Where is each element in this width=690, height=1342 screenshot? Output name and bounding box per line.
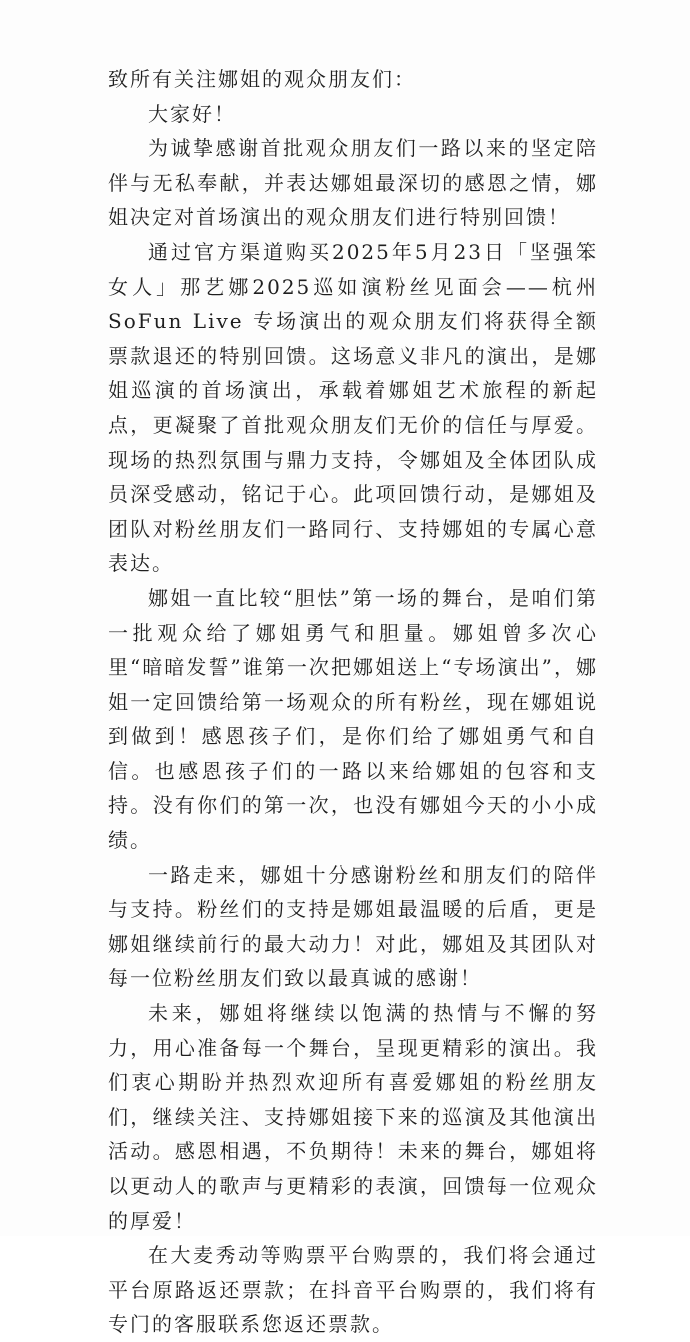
letter-greeting: 大家好！ bbox=[148, 101, 236, 126]
letter-paragraph: 一路走来，娜姐十分感谢粉丝和朋友们的陪伴与支持。粉丝们的支持是娜姐最温暖的后盾，更是娜姐继续前行的最大动力！对此，娜姐及其团队对每一位粉丝朋友们致以最真诚的感谢！ bbox=[108, 862, 598, 991]
letter-paragraph: 娜姐一直比较“胆怯”第一场的舞台，是咱们第一批观众给了娜姐勇气和胆量。娜姐曾多次心里“暗暗发誓”谁第一次把娜姐送上“专场演出”，娜姐一定回馈给第一场观众的所有粉丝，现在娜姐说到做到！感恩孩子们，是你们给了娜姐勇气和自信。也感恩孩子们的一路以来给娜姐的包容和支持。没有你们的第一次，也没有娜姐今天的小小成绩。 bbox=[108, 585, 598, 853]
letter-body bbox=[108, 62, 598, 1342]
letter-paragraph: 未来，娜姐将继续以饱满的热情与不懈的努力，用心准备每一个舞台，呈现更精彩的演出。我们衷心期盼并热烈欢迎所有喜爱娜姐的粉丝朋友们，继续关注、支持娜姐接下来的巡演及其他演出活动。感恩相遇，不负期待！未来的舞台，娜姐将以更动人的歌声与更精彩的表演，回馈每一位观众的厚爱！ bbox=[108, 1001, 598, 1233]
letter-paragraph: 在大麦秀动等购票平台购票的，我们将会通过平台原路返还票款；在抖音平台购票的，我们将有专门的客服联系您返还票款。 bbox=[108, 1243, 598, 1337]
letter-paragraph: 通过官方渠道购买2025年5月23日「坚强笨女人」那艺娜2025巡如演粉丝见面会——杭州 SoFun Live 专场演出的观众朋友们将获得全额票款退还的特别回馈。这场意义非凡的演出，是娜姐巡演的首场演出，承载着娜姐艺术旅程的新起点，更凝聚了首批观众朋友们无价的信任与厚爱。现场的热烈氛围与鼎力支持，令娜姐及全体团队成员深受感动，铭记于心。此项回馈行动，是娜姐及团队对粉丝朋友们一路同行、支持娜姐的专属心意表达。 bbox=[108, 239, 598, 576]
letter-salutation: 致所有关注娜姐的观众朋友们： bbox=[108, 67, 416, 91]
letter-paragraph: 为诚挚感谢首批观众朋友们一路以来的坚定陪伴与无私奉献，并表达娜姐最深切的感恩之情，娜姐决定对首场演出的观众朋友们进行特别回馈！ bbox=[108, 136, 598, 230]
